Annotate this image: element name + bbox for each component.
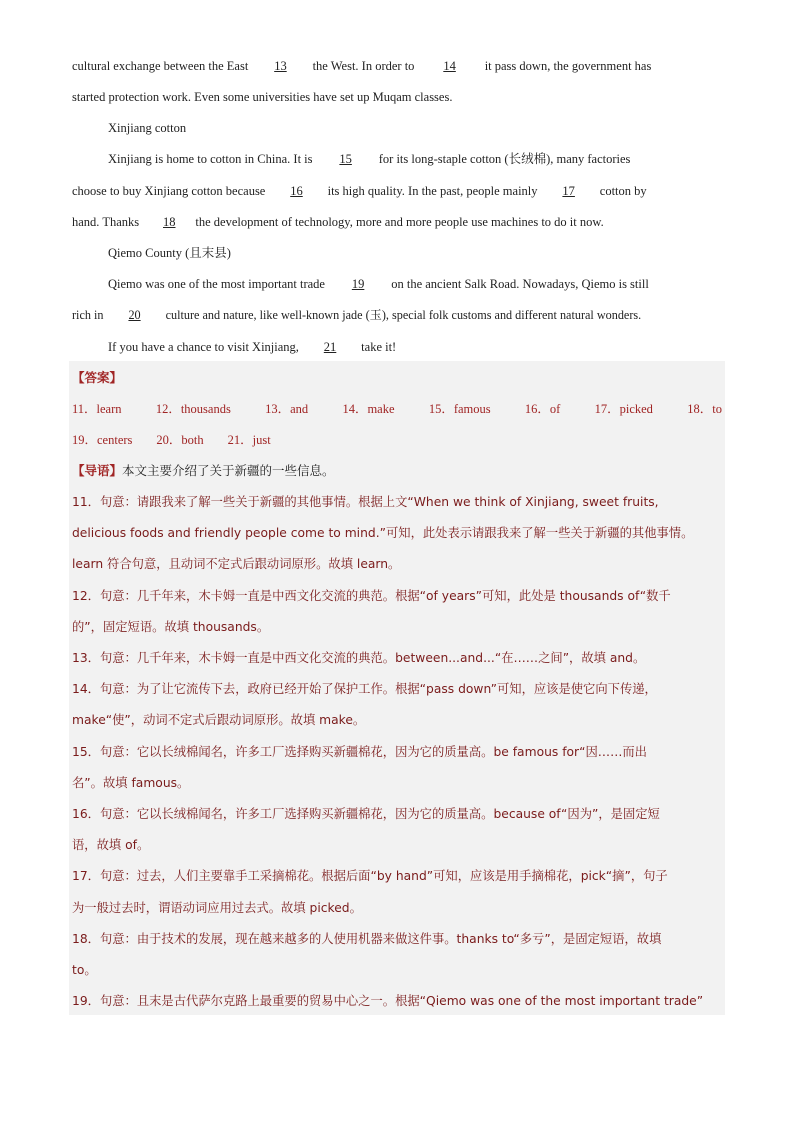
text-segment: Qiemo was one of the most important trade	[108, 277, 325, 291]
heading-qiemo-county: Qiemo County (且末县)	[108, 246, 231, 260]
explanation-line: make“使”，动词不定式后跟动词原形。故填 make。	[72, 713, 366, 728]
guide-header: 【导语】	[72, 463, 123, 478]
blank-17: 17	[562, 184, 575, 198]
explanation-line: 11．句意：请跟我来了解一些关于新疆的其他事情。根据上文“When we think of Xinjiang, sweet fruits,	[72, 495, 659, 509]
text-segment: its high quality. In the past, people mainly	[327, 184, 538, 198]
guide-text: 本文主要介绍了关于新疆的一些信息。	[122, 463, 335, 478]
blank-16: 16	[290, 184, 303, 198]
passage-line-9	[72, 307, 722, 323]
explanation-line: learn 符合句意，且动词不定式后跟动词原形。故填 learn。	[72, 557, 401, 572]
guide-line	[72, 463, 722, 479]
answer-item: 13．and	[265, 402, 309, 416]
answer-item: 20．both	[156, 433, 204, 447]
blank-15: 15	[339, 152, 352, 166]
answer-row-1	[72, 401, 722, 417]
answer-item: 12．thousands	[155, 402, 231, 416]
text-segment: the development of technology, more and more people use machines to do it now.	[195, 215, 604, 229]
blank-14: 14	[443, 59, 456, 73]
passage-line-2: started protection work. Even some universities have set up Muqam classes.	[72, 90, 453, 104]
explanation-line: 语，故填 of。	[72, 838, 150, 853]
passage-line-6	[72, 214, 722, 230]
answer-item: 11．learn	[72, 402, 122, 416]
blank-19: 19	[351, 277, 365, 291]
heading-xinjiang-cotton: Xinjiang cotton	[108, 121, 187, 135]
blank-18: 18	[163, 215, 176, 229]
text-segment: the West. In order to	[312, 59, 415, 73]
answer-item: 15．famous	[428, 402, 491, 416]
answer-item: 16．of	[524, 402, 561, 416]
text-segment: cultural exchange between the East	[72, 59, 249, 73]
answer-item: 19．centers	[72, 433, 133, 447]
text-segment: on the ancient Salk Road. Nowadays, Qiemo is still	[391, 277, 649, 291]
text-segment: it pass down, the government has	[484, 59, 652, 73]
explanation-line: 17．句意：过去，人们主要靠手工采摘棉花。根据后面“by hand”可知，应该是用手摘棉花，pick“摘”，句子	[72, 869, 668, 884]
answer-header: 【答案】	[72, 370, 123, 385]
text-segment: culture and nature, like well-known jade (玉), special folk customs and different natural wonders.	[165, 308, 642, 322]
passage-line-4	[108, 151, 722, 167]
blank-13: 13	[274, 59, 287, 73]
text-segment: take it!	[361, 340, 397, 354]
passage-line-8	[108, 276, 722, 292]
answer-item: 14．make	[342, 402, 395, 416]
explanation-line: 14．句意：为了让它流传下去，政府已经开始了保护工作。根据“pass down”可知，应该是使它向下传递，	[72, 682, 657, 697]
explanation-line: to。	[72, 963, 97, 977]
text-segment: hand. Thanks	[72, 215, 140, 229]
blank-21: 21	[323, 340, 337, 354]
answer-item: 21．just	[227, 433, 271, 447]
text-segment: Xinjiang is home to cotton in China. It is	[108, 152, 313, 166]
answer-row-2	[72, 432, 295, 448]
blank-20: 20	[128, 308, 141, 322]
text-segment: choose to buy Xinjiang cotton because	[72, 184, 266, 198]
answer-item: 18．to	[687, 402, 722, 416]
passage-line-10	[108, 339, 722, 355]
explanation-line: 12．句意：几千年来，木卡姆一直是中西文化交流的典范。根据“of years”可知，此处是 thousands of“数千	[72, 588, 671, 603]
explanation-line: delicious foods and friendly people come to mind.”可知，此处表示请跟我来了解一些关于新疆的其他事情。	[72, 526, 694, 541]
text-segment: If you have a chance to visit Xinjiang,	[108, 340, 299, 354]
explanation-line: 13．句意：几千年来，木卡姆一直是中西文化交流的典范。between...and...“在……之间”，故填 and。	[72, 651, 646, 665]
passage-line-5	[72, 183, 722, 199]
explanation-line: 名”。故填 famous。	[72, 775, 190, 790]
explanation-line: 19．句意：且末是古代萨尔克路上最重要的贸易中心之一。根据“Qiemo was one of the most important trade”	[72, 994, 704, 1009]
passage-line-1	[72, 58, 722, 74]
explanation-line: 为一般过去时，谓语动词应用过去式。故填 picked。	[72, 900, 362, 915]
explanation-line: 的”，固定短语。故填 thousands。	[72, 619, 270, 634]
explanation-line: 18．句意：由于技术的发展，现在越来越多的人使用机器来做这件事。thanks to“多亏”，是固定短语，故填	[72, 931, 662, 946]
answer-item: 17．picked	[594, 402, 653, 416]
explanation-line: 16．句意：它以长绒棉闻名，许多工厂选择购买新疆棉花，因为它的质量高。because of“因为”，是固定短	[72, 807, 660, 821]
text-segment: cotton by	[599, 184, 647, 198]
explanation-line: 15．句意：它以长绒棉闻名，许多工厂选择购买新疆棉花，因为它的质量高。be famous for“因……而出	[72, 744, 647, 759]
text-segment: rich in	[72, 308, 104, 322]
text-segment: for its long-staple cotton (长绒棉), many factories	[378, 152, 631, 166]
